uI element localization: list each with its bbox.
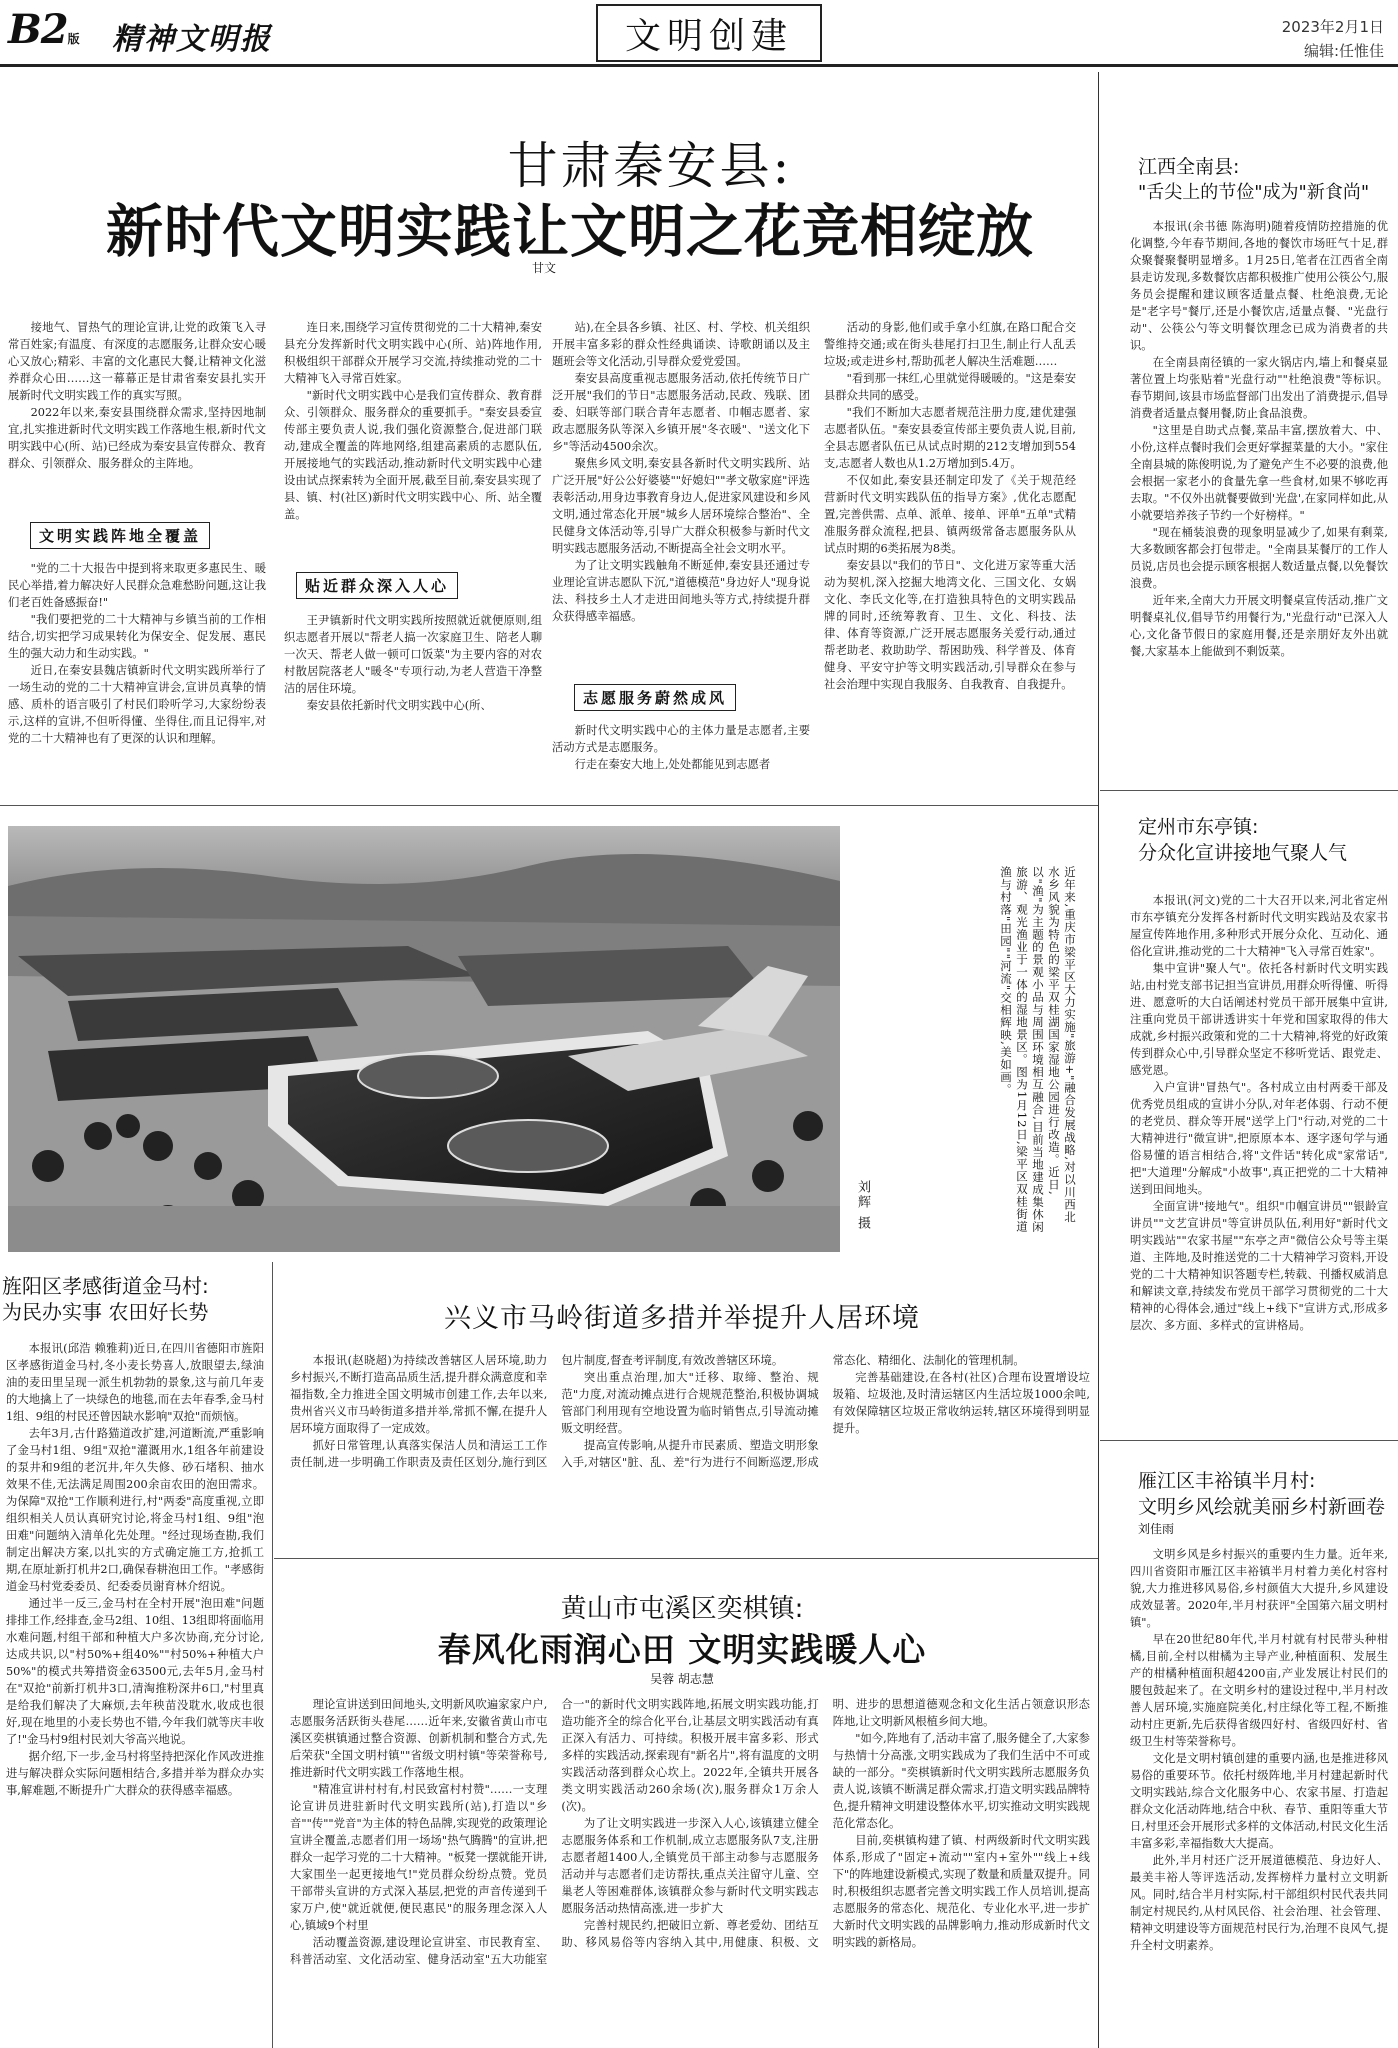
- paragraph: 秦安县依托新时代文明实践中心(所、: [306, 699, 492, 712]
- paragraph: 为了让文明实践进一步深入人心,该镇建立健全志愿服务体系和工作机制,成立志愿服务队7支,注册志愿者超1400人,全镇党员干部主动参与志愿服务活动并与志愿者们走访帮扶,重点关注留守儿童、空巢老人等困难群体,该镇群众参与新时代文明实践志愿服务活动热情高涨,进一步扩大: [561, 1817, 819, 1915]
- paragraph: 秦安县以"我们的节日"、文化进万家等重大活动为契机,深入挖掘大地湾文化、三国文化、女娲文化、李氏文化等,在打造独具特色的文明实践品牌的同时,还统筹教育、卫生、文化、科技、法律、体育等资源,广泛开展志愿服务关爱行动,通过帮老助老、救助助学、帮困助残、科学普及、体育健身、平安守护等文明实践活动,引导群众在参与社会治理中实现自我服务、自我教育、自我提升。: [824, 559, 1076, 691]
- sidebar3-title: 雁江区丰裕镇半月村:: [1138, 1470, 1316, 1492]
- paragraph: 通过半一反三,金马村在全村开展"泡田难"问题排排工作,经排查,金马2组、10组、13组即将面临用水难问题,村组干部和种植大户多次协商,充分讨论,达成共识,以"村50%+组40%""村50%+种植大户50%"的模式共筹措资金63500元,去年5月,金马村在"双抢"前新打机井3口,清淘推粉深井6口,"村里真是给我们解决了大麻烦,去年秧苗没耽水,收成也很好,现在地里的小麦长势也不错,今年我们就等庆丰收了!"金马村9组村民刘大爷高兴地说。: [6, 1597, 264, 1746]
- paragraph: 突出重点治理,加大"迁移、取缔、整治、规范"力度,对流动摊点进行合规规范整治,积极协调城管部门利用现有空地设置为临时销售点,引导流动摊贩文明经营。: [561, 1371, 819, 1435]
- paragraph: "这里是自助式点餐,菜品丰富,摆放着大、中、小份,这样点餐时我们会更好掌握菜量的大小。"家住全南县城的陈俊明说,为了避免产生不必要的浪费,他会根据一家老小的食量先拿一些食材,如果不够吃再去取。"不仅外出就餐要做到'光盘',在家同样如此,从小就要培养孩子节约一个好榜样。": [1130, 424, 1388, 522]
- lead-headline: 新时代文明实践让文明之花竞相绽放: [106, 199, 1034, 265]
- photo-credit: 刘辉 摄: [855, 1180, 870, 1232]
- paragraph: 活动覆盖资源,建设理论宣讲室、市民教育室、科普活动室、文化活动室、健身活动室"五大功能室合一"的新时代文明实践阵地,拓展文明实践功能,打造功能齐全的综合化平台,让基层文明实践活动有真正深入有活力、可持续。积极开展丰富多彩、形式多样的实践活动,探索现有"新名片",将有温度的文明实践活动落到群众心坎上。2022年,全镇共开展各类文明实践活动260余场(次),服务群众1万余人(次)。: [290, 1698, 819, 1966]
- section-rule: [274, 1558, 1098, 1559]
- paragraph: "看到那一抹红,心里就觉得暖暖的。"这是秦安县群众共同的感受。: [824, 372, 1076, 402]
- paragraph: 完善基础建设,在各村(社区)合理布设置增设垃圾箱、垃圾池,及时清运辖区内生活垃圾1000余吨,有效保障辖区垃圾正常收纳运转,辖区环境得到明显提升。: [832, 1371, 1090, 1435]
- lead-column-2b: [284, 612, 542, 780]
- article-center1-body: [290, 1352, 1090, 1544]
- paragraph: 站),在全县各乡镇、社区、村、学校、机关组织开展丰富多彩的群众性经典诵读、诗歌朗诵以及主题班会等文化活动,引导群众爱党爱国。: [552, 321, 810, 368]
- issue-date: 2023年2月1日: [1281, 18, 1384, 36]
- paragraph: 本报讯(河文)党的二十大召开以来,河北省定州市东亭镇充分发挥各村新时代文明实践站及农家书屋宣传阵地作用,多种形式开展分众化、互动化、通俗化宣讲,推动党的二十大精神"飞入寻常百姓家"。: [1130, 894, 1388, 958]
- paragraph: 新时代文明实践中心的主体力量是志愿者,主要活动方式是志愿服务。: [552, 724, 810, 754]
- paragraph: 聚焦乡风文明,秦安县各新时代文明实践所、站广泛开展"好公公好婆婆""好媳妇""孝文敬家庭"评选表彰活动,用身边事教育身边人,促进家风建设和乡风文明,通过常态化开展"城乡人居环境综合整治"、全民健身文体活动等,引导广大群众积极参与新时代文明实践志愿服务活动,不断提高全社会文明水平。: [552, 457, 810, 555]
- paragraph: 抓好日常管理,认真落实保洁人员和清运工工作责任制,进一步明确工作职责及责任区划分,施行到区包片制度,督查考评制度,有效改善辖区环境。: [290, 1354, 784, 1469]
- paragraph: 全面宣讲"接地气"。组织"巾帼宣讲员""银龄宣讲员""文艺宣讲员"等宣讲员队伍,利用好"新时代文明实践站""农家书屋""东亭之声"微信公众号等主渠道、主阵地,及时推送党的二十大精神学习资料,开设党的二十大精神知识答题专栏,转载、刊播权威消息和解读文章,持续发布党员干部学习贯彻党的二十大精神的心得体会,通过"线上+线下"宣讲方式,形成多层次、多方面、多样式的宣讲格局。: [1130, 1200, 1388, 1332]
- article-center2-byline: 吴蓉 胡志慧: [650, 1672, 714, 1686]
- paragraph: 完善村规民约,把破旧立新、尊老爱幼、团结互助、移风易俗等内容纳入其中,用健康、积极、文明、进步的思想道德观念和文化生活占领意识形态阵地,让文明新风根植乡间大地。: [561, 1698, 1090, 1949]
- sidebar2-title: 定州市东亭镇:: [1138, 816, 1259, 838]
- paragraph: 此外,半月村还广泛开展道德模范、身边好人、最美丰裕人等评选活动,发挥榜样力量村立文明新风。同时,结合半月村实际,村干部组织村民代表共同制定村规民约,从村风民俗、社会治理、社会管理、精神文明建设等方面规范村民行为,治理不良风气,提升全村文明素养。: [1130, 1854, 1388, 1952]
- paragraph: 理论宣讲送到田间地头,文明新风吹遍家家户户,志愿服务活跃街头巷尾……近年来,安徽省黄山市屯溪区奕棋镇通过整合资源、创新机制和整合方式,先后荣获"全国文明村镇""省级文明村镇"等荣誉称号,推进新时代文明实践工作落地生根。: [290, 1698, 548, 1779]
- paragraph: 活动的身影,他们或手拿小红旗,在路口配合交警维持交通;或在街头巷尾打扫卫生,制止行人乱丢垃圾;或走进乡村,帮助孤老人解决生活难题……: [824, 321, 1076, 368]
- article-lb-title-1: 旌阳区孝感街道金马村:: [2, 1274, 209, 1298]
- paragraph: "党的二十大报告中提到将来取更多惠民生、暖民心举措,着力解决好人民群众急难愁盼问题,这让我们老百姓备感振奋!": [8, 562, 266, 609]
- paragraph: 目前,奕棋镇构建了镇、村两级新时代文明实践体系,形成了"固定+流动""室内+室外""线上+线下"的阵地建设新模式,实现了数量和质量双提升。同时,积极组织志愿者完善文明实践工作人员培训,提高志愿服务的常态化、规范化、专业化水平,进一步扩大新时代文明实践的品牌影响力,推动形成新时代文明实践的新格局。: [832, 1834, 1090, 1949]
- article-lb-title-2: 为民办实事 农田好长势: [2, 1300, 209, 1324]
- sidebar3-subtitle: 文明乡风绘就美丽乡村新画卷: [1138, 1496, 1386, 1518]
- lead-column-1b: [8, 560, 266, 780]
- sidebar1-subtitle: "舌尖上的节俭"成为"新食尚": [1138, 182, 1370, 203]
- sidebar3-byline: 刘佳雨: [1138, 1522, 1175, 1536]
- paragraph: 秦安县高度重视志愿服务活动,依托传统节日广泛开展"我们的节日"志愿服务活动,民政、残联、团委、妇联等部门联合青年志愿者、巾帼志愿者、家政志愿服务队等深入乡镇开展"冬衣暖"、"送文化下乡"等活动4500余次。: [552, 372, 810, 453]
- paragraph: 据介绍,下一步,金马村将坚持把深化作风改进推进与解决群众实际问题相结合,多措并举为群众办实事,解难题,不断提升广大群众的获得感幸福感。: [6, 1750, 264, 1797]
- paragraph: 本报讯(赵晓超)为持续改善辖区人居环境,助力乡村振兴,不断打造高品质生活,提升群众满意度和幸福指数,全力推进全国文明城市创建工作,去年以来,贵州省兴义市马岭街道多措并举,常抓不懈,在提升人居环境方面取得了一定成效。: [290, 1354, 548, 1435]
- paragraph: 入户宣讲"冒热气"。各村成立由村两委干部及优秀党员组成的宣讲小分队,对年老体弱、行动不便的老党员、群众等开展"送学上门"行动,对党的二十大精神进行"微宣讲",把原原本本、逐字逐句学与通俗易懂的语言相结合,将"文件话"转化成"家常话",把"大道理"分解成"小故事",真正把党的二十大精神送到田间地头。: [1130, 1081, 1388, 1196]
- sidebar2-body: [1130, 892, 1388, 1472]
- paragraph: 连日来,围绕学习宣传贯彻党的二十大精神,秦安县充分发挥新时代文明实践中心(所、站)阵地作用,积极组织干部群众开展学习交流,持续推动党的二十大精神飞入寻常百姓家。: [284, 321, 542, 385]
- lead-column-4: [824, 319, 1076, 781]
- article-center1-title: 兴义市马岭街道多措并举提升人居环境: [444, 1303, 920, 1334]
- paragraph: "精准宣讲村村有,村民致富村村赞"……一支理论宣讲员进驻新时代文明实践所(站),打造以"乡音""传""党音"为主体的特色品牌,实现党的政策理论宣讲全覆盖,志愿者们用一场场"热气腾腾"的宣讲,把群众一起学习党的二十大精神。"板凳一摆就能开讲,大家围坐一起更接地气!"党员群众纷纷点赞。党员干部带头宣讲的方式深入基层,把党的声音传递到千家万户,使"就近就便,便民惠民"的服务理念深入人心,镇域9个村里: [290, 1783, 548, 1932]
- wetland-photo: [8, 826, 840, 1252]
- masthead-rule: [0, 64, 1398, 67]
- paragraph: 集中宣讲"聚人气"。依托各村新时代文明实践站,由村党支部书记担当宣讲员,用群众听得懂、听得进、愿意听的大白话阐述村党员干部开展集中宣讲,注重向党员干部讲透讲实十年党和国家取得的伟大成就,乡村振兴政策和党的二十大精神,将党的好政策传到群众心中,引导群众坚定不移听党话、跟党走、感党恩。: [1130, 962, 1388, 1077]
- sidebar1-title: 江西全南县:: [1138, 156, 1240, 178]
- section-title-box: [596, 4, 822, 62]
- column-divider: [272, 1262, 273, 2048]
- paragraph: 为了让文明实践触角不断延伸,秦安县还通过专业理论宣讲志愿队下沉,"道德模范"身边好人"现身说法、科技乡土人才走进田间地头等方式,持续提升群众获得感幸福感。: [552, 559, 810, 623]
- paragraph: 文明乡风是乡村振兴的重要内生力量。近年来,四川省资阳市雁江区丰裕镇半月村着力美化村容村貌,大力推进移风易俗,乡村颜值大大提升,乡风建设成效显著。2020年,半月村获评"全国第六届文明村镇"。: [1130, 1548, 1388, 1629]
- paragraph: 行走在秦安大地上,处处都能见到志愿者: [574, 758, 771, 771]
- column-divider: [1098, 72, 1099, 2048]
- lead-subheading-3: 志愿服务蔚然成风: [574, 684, 736, 711]
- article-lb-body: [6, 1340, 264, 2038]
- paragraph: 本报讯(余书德 陈海明)随着疫情防控措施的优化调整,今年春节期间,各地的餐饮市场旺气十足,群众聚餐聚餐明显增多。1月25日,笔者在江西省全南县走访发现,多数餐饮店都积极推广使用公筷公勺,服务员会提醒和建议顾客适量点餐、杜绝浪费,无论是"老字号"餐厅,还是小餐饮店,适量点餐、"光盘行动"、公筷公勺等文明餐饮理念已成为消费者的共识。: [1130, 220, 1388, 352]
- paragraph: 在全南县南径镇的一家火锅店内,墙上和餐桌显著位置上均张贴着"光盘行动""杜绝浪费"等标识。春节期间,该县市场监督部门出发出了消费提示,倡导消费者适量点餐用餐,防止食品浪费。: [1130, 356, 1388, 420]
- lead-byline: 甘文: [532, 261, 557, 275]
- paragraph: "我们要把党的二十大精神与乡镇当前的工作相结合,切实把学习成果转化为保安全、促发展、惠民生的强大动力和生动实践。": [8, 613, 266, 660]
- lead-subheading-2: 贴近群众深入人心: [296, 572, 458, 599]
- lead-subheading-1: 文明实践阵地全覆盖: [30, 522, 210, 549]
- sidebar1-body: [1130, 218, 1388, 746]
- paragraph: 近日,在秦安县魏店镇新时代文明实践所举行了一场生动的党的二十大精神宣讲会,宣讲员真挚的情感、质朴的语言吸引了村民们聆听学习,大家纷纷表示,这样的宣讲,不但听得懂、坐得住,而且记得牢,对党的二十大精神也有了更深的认识和理解。: [8, 664, 266, 745]
- paragraph: 去年3月,古什路猫道改扩建,河道断流,严重影响了金马村1组、9组"双抢"灌溉用水,1组各年前建设的泵井和9组的老沉井,年久失修、砂石堵积、抽水效果不佳,无法满足周围200余亩农田的泡田需求。为保障"双抢"工作顺利进行,村"两委"高度重视,立即组织相关人员认真研究讨论,将金马村1组、9组"泡田难"问题纳入清单化先处理。"经过现场查勘,我们制定出解决方案,以扎实的方式确定施工方,抢抓工期,在原址新打机井2口,确保春耕泡田工作。"孝感街道金马村党委委员、纪委委员谢育林介绍说。: [6, 1427, 264, 1593]
- sidebar3-body: [1130, 1546, 1388, 2042]
- paragraph: 接地气、冒热气的理论宣讲,让党的政策飞入寻常百姓家;有温度、有深度的志愿服务,让群众安心暖心又放心;精彩、丰富的文化惠民大餐,让精神文化滋养群众心田……这一幕幕正是甘肃省秦安县扎实开展新时代文明实践工作的真实写照。: [8, 321, 266, 402]
- lead-column-1: [8, 319, 266, 515]
- page-number: B2版: [8, 6, 79, 53]
- masthead: [0, 0, 1398, 66]
- section-rule: [0, 805, 1098, 806]
- article-center2-body: [290, 1696, 1090, 2042]
- lead-column-2: [284, 319, 542, 561]
- paragraph: 提高宣传影响,从提升市民素质、塑造文明形象入手,对辖区"脏、乱、差"行为进行不间断巡逻,形成常态化、精细化、法制化的管理机制。: [561, 1354, 1025, 1469]
- paragraph: "新时代文明实践中心是我们宣传群众、教育群众、引领群众、服务群众的重要抓手。"秦安县委宣传部主要负责人说,我们强化资源整合,促进部门联动,建成全覆盖的阵地网络,组建高素质的志愿队伍,开展接地气的实践活动,推动新时代文明实践中心建设由试点探索转为全面开展,截至目前,秦安县实现了县、镇、村(社区)新时代文明实践中心、所、站全覆盖。: [284, 389, 542, 521]
- paragraph: 2022年以来,秦安县围绕群众需求,坚持因地制宜,扎实推进新时代文明实践工作落地生根,新时代文明实践中心(所、站)已经成为秦安县宣传群众、教育群众、引领群众、服务群众的主阵地。: [8, 406, 266, 470]
- article-center2-headline: 春风化雨润心田 文明实践暖人心: [437, 1630, 927, 1669]
- photo-caption: 近年来,重庆市梁平区大力实施"旅游+"融合发展战略,对以川西北水乡风貌为特色的梁平双桂湖国家湿地公园进行改造。近日,以"渔"为主题的景观小品与周围环境相互融合,目前当地建成集休闲旅游、观光渔业于一体的湿地景区。图为1月12日,梁平区双桂街道渔与村落"田园""河流"交相辉映,美如画。: [999, 866, 1077, 1234]
- section-rule: [1100, 1440, 1398, 1441]
- page-suffix: 版: [67, 32, 79, 46]
- article-center2-kicker: 黄山市屯溪区奕棋镇:: [560, 1594, 804, 1624]
- paragraph: 早在20世纪80年代,半月村就有村民带头种柑橘,目前,全村以柑橘为主导产业,种植面积、发展生产的柑橘种植面积超4200亩,产业发展让村民们的腰包鼓起来了。在文明乡村的建设过程中,半月村改善人居环境,实施庭院美化,村庄绿化等工程,不断推动村庄更新,先后获得省级四好村、省级四好村、省级卫生村等荣誉称号。: [1130, 1633, 1388, 1748]
- editor-credit: 编辑:任惟佳: [1303, 42, 1384, 60]
- wetland-photo-graphic: [8, 826, 840, 1252]
- paragraph: "现在桶装浪费的现象明显减少了,如果有剩菜,大多数顾客都会打包带走。"全南县某餐厅的工作人员说,店员也会提示顾客根据人数适量点餐,以免餐饮浪费。: [1130, 526, 1388, 590]
- paper-name: 精神文明报: [112, 22, 272, 57]
- paragraph: "我们不断加大志愿者规范注册力度,建优建强志愿者队伍。"秦安县委宣传部主要负责人说,目前,全县志愿者队伍已从试点时期的212支增加到554支,志愿者人数也从1.2万增加到5.4万。: [824, 406, 1076, 470]
- paragraph: 文化是文明村镇创建的重要内涵,也是推进移风易俗的重要环节。依托村级阵地,半月村建起新时代文明实践站,综合文化服务中心、农家书屋、打造起群众文化活动阵地,结合中秋、春节、重阳等重大节日,村里还会开展形式多样的文体活动,村民文化生活丰富多彩,幸福指数大大提高。: [1130, 1752, 1388, 1850]
- paragraph: "如今,阵地有了,活动丰富了,服务健全了,大家参与热情十分高涨,文明实践成为了我们生活中不可或缺的一部分。"奕棋镇新时代文明实践所志愿服务负责人说,该镇不断满足群众需求,打造文明实践品牌特色,提升精神文明建设整体水平,切实推动文明实践规范化常态化。: [832, 1732, 1090, 1830]
- section-title: 文明创建: [624, 15, 793, 57]
- lead-column-3: [552, 319, 810, 673]
- section-rule: [1100, 790, 1398, 791]
- paragraph: 不仅如此,秦安县还制定印发了《关于规范经营新时代文明实践队伍的指导方案》,优化志愿配置,完善供需、点单、派单、接单、评单"五单"式精准服务群众流程,把县、镇两级常备志愿服务队从试点时期的6类拓展为8类。: [824, 474, 1076, 555]
- paragraph: 王尹镇新时代文明实践所按照就近就便原则,组织志愿者开展以"帮老人搞一次家庭卫生、陪老人聊一次天、帮老人做一顿可口饭菜"为主要内容的对农村散居院落老人"暖冬"专项行动,为老人营造干净整洁的居住环境。: [284, 614, 542, 695]
- paragraph: 本报讯(邱浩 赖雅莉)近日,在四川省德阳市旌阳区孝感街道金马村,冬小麦长势喜人,放眼望去,绿油油的麦田里呈现一派生机勃勃的景象,这与前几年麦的大地擒上了一块绿色的地毯,而在去年春季,金马村1组、9组的村民还曾因缺水影响"双抢"而烦恼。: [6, 1342, 264, 1423]
- sidebar2-subtitle: 分众化宣讲接地气聚人气: [1138, 842, 1348, 864]
- paragraph: 近年来,全南大力开展文明餐桌宣传活动,推广文明餐桌礼仪,倡导节约用餐行为,"光盘行动"已深入人心,文化备节假日的家庭用餐,还是亲朋好友外出就餐,大家基本上能做到不剩饭菜。: [1130, 594, 1388, 658]
- lead-column-3b: [552, 722, 810, 782]
- lead-kicker: 甘肃秦安县:: [507, 137, 793, 195]
